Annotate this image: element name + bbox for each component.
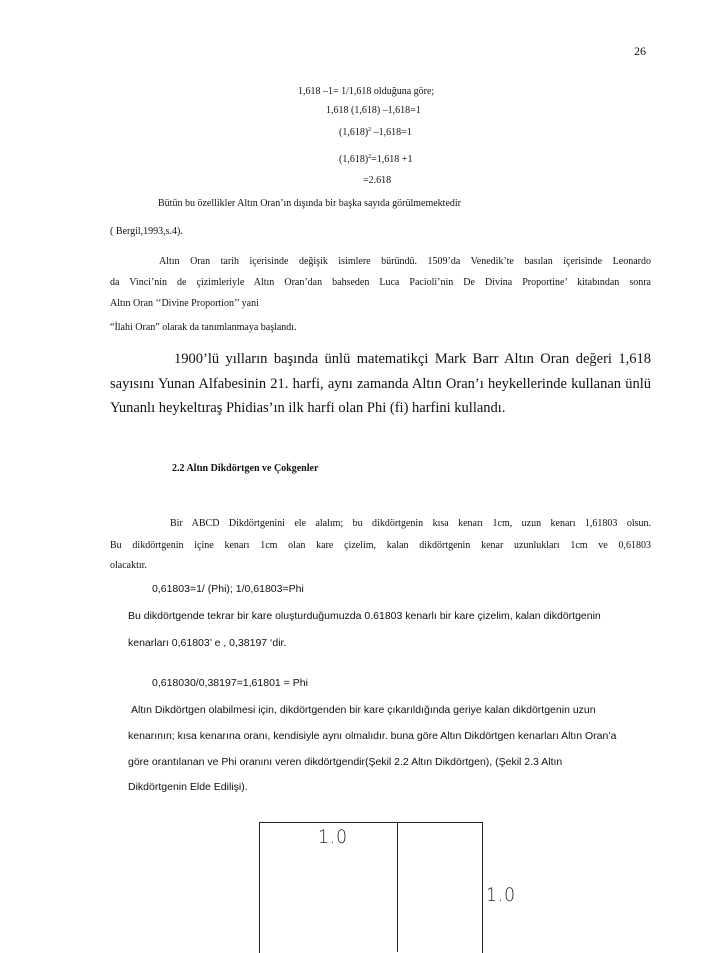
paragraph-3-line-1: 1900’lü yılların başında ünlü matematikçi Mark Barr Altın Oran değeri 1,618 bbox=[174, 351, 651, 367]
equation-line-2: 1,618 (1,618) –1,618=1 bbox=[326, 105, 421, 116]
golden-rectangle-figure bbox=[259, 822, 483, 953]
paragraph-2-line-1: Altın Oran tarih içerisinde değişik isimlere büründü. 1509’da Venedik’te basılan içerisinde Leonardo bbox=[159, 256, 651, 267]
paragraph-6-line-4: Dikdörtgenin Elde Edilişi). bbox=[128, 781, 248, 793]
paragraph-1-line-2: ( Bergil,1993,s.4). bbox=[110, 226, 183, 237]
page-number: 26 bbox=[634, 44, 646, 58]
paragraph-5-line-2: kenarları 0,61803’ e , 0,38197 ‘dir. bbox=[128, 637, 287, 649]
phi-equation-1: 0,61803=1/ (Phi); 1/0,61803=Phi bbox=[152, 583, 304, 595]
square-divider-line bbox=[397, 822, 398, 952]
phi-equation-2: 0,618030/0,38197=1,61801 = Phi bbox=[152, 677, 308, 689]
paragraph-6-line-3: göre orantılanan ve Phi oranını veren dikdörtgendir(Şekil 2.2 Altın Dikdörtgen), (Şekil 2.3 Altın bbox=[128, 756, 563, 768]
paragraph-2-line-2: da Vinci’nin de çizimleriyle Altın Oran’dan bahseden Luca Pacioli’nin De Divina Proportine’ kitabından sonra bbox=[110, 277, 651, 288]
figure-label-side: 1.0 bbox=[486, 884, 516, 906]
paragraph-4-line-2: Bu dikdörtgenin içine kenarı 1cm olan kare çizelim, kalan dikdörtgenin kenar uzunlukları 1cm ve 0,61803 bbox=[110, 540, 651, 551]
equation-line-5: =2.618 bbox=[363, 175, 392, 186]
paragraph-3-line-3: Yunanlı heykeltıraş Phidias’ın ilk harfi olan Phi (fi) harfini kullandı. bbox=[110, 400, 506, 416]
paragraph-2-line-3: Altın Oran ‘‘Divine Proportion’’ yani bbox=[110, 298, 259, 309]
equation-line-4: $(1,618)^2=1,618 +1$ bbox=[339, 154, 413, 165]
figure-label-top: 1.0 bbox=[318, 826, 348, 848]
paragraph-2-line-4: “İlahi Oran” olarak da tanımlanmaya başlandı. bbox=[110, 322, 297, 333]
paragraph-4-line-3: olacaktır. bbox=[110, 560, 147, 571]
section-heading: 2.2 Altın Dikdörtgen ve Çokgenler bbox=[172, 463, 319, 474]
equation-line-3: $(1,618)^2$ –1,618=1 bbox=[339, 127, 412, 138]
paragraph-4-line-1: Bir ABCD Dikdörtgenini ele alalım; bu dikdörtgenin kısa kenarı 1cm, uzun kenarı 1,61803 olsun. bbox=[170, 518, 651, 529]
paragraph-6-line-1: Altın Dikdörtgen olabilmesi için, dikdörtgenden bir kare çıkarıldığında geriye kalan dikdörtgenin uzun bbox=[131, 704, 596, 716]
paragraph-5-line-1: Bu dikdörtgende tekrar bir kare oluşturduğumuzda 0.61803 kenarlı bir kare çizelim, kalan dikdörtgenin bbox=[128, 610, 601, 622]
equation-line-1: 1,618 –1= 1/1,618 olduğuna göre; bbox=[298, 86, 435, 97]
paragraph-6-line-2: kenarının; kısa kenarına oranı, kendisiyle aynı olmalıdır. buna göre Altın Dikdörtgen kenarları Altın Oran’a bbox=[128, 730, 617, 742]
paragraph-3-line-2: sayısını Yunan Alfabesinin 21. harfi, aynı zamanda Altın Oran’ı heykellerinde kullanan ünlü bbox=[110, 376, 651, 392]
paragraph-1-line-1: Bütün bu özellikler Altın Oran’ın dışında bir başka sayıda görülmemektedir bbox=[158, 198, 461, 209]
